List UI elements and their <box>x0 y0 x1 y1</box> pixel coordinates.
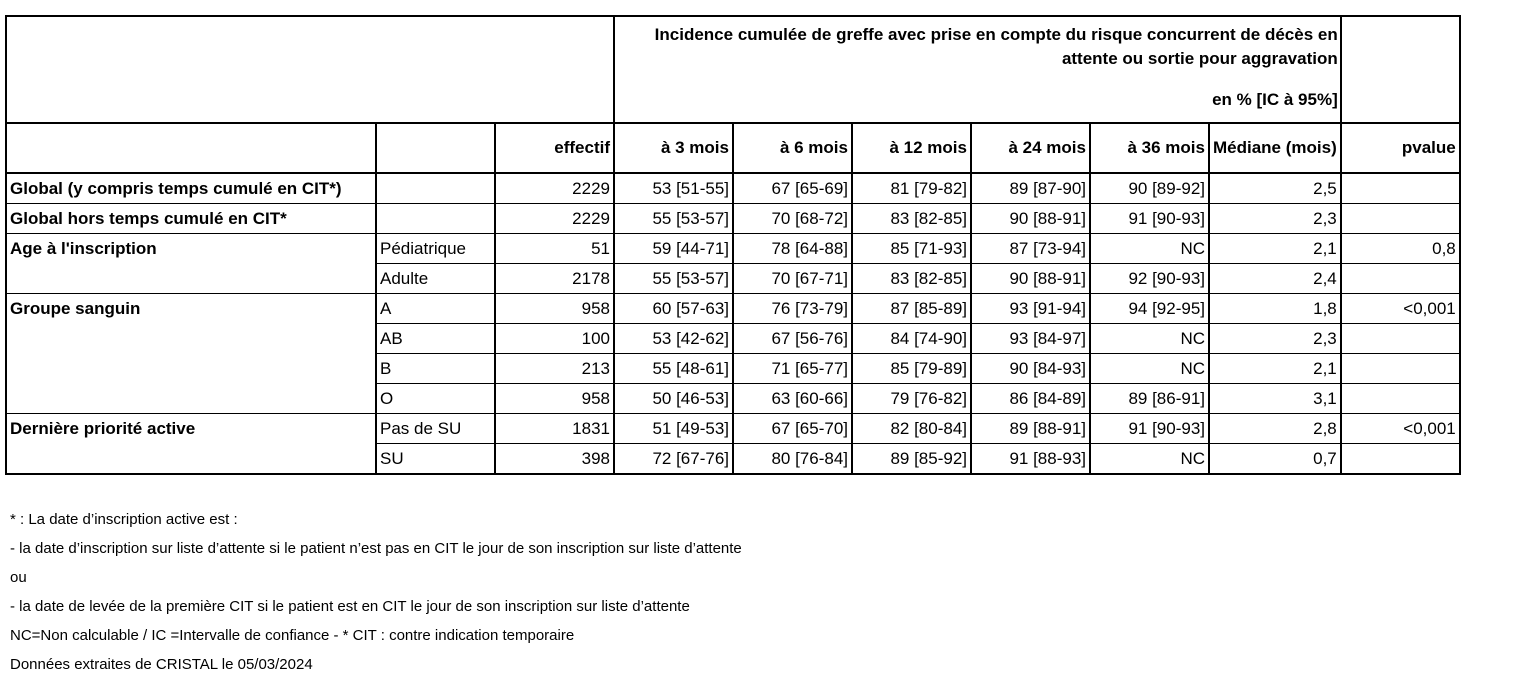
top-left-empty-cell <box>6 16 614 123</box>
footnotes <box>10 505 742 679</box>
cell-group <box>6 264 376 294</box>
header-cell-sub <box>376 123 495 173</box>
cell-subgroup: AB <box>376 324 495 354</box>
cell-12-mois: 85 [79-89] <box>852 354 971 384</box>
cell-12-mois: 82 [80-84] <box>852 414 971 444</box>
cell-6-mois: 70 [68-72] <box>733 204 852 234</box>
cell-3-mois: 51 [49-53] <box>614 414 733 444</box>
cell-mediane: 1,8 <box>1209 294 1341 324</box>
cell-effectif: 2229 <box>495 173 614 204</box>
cell-group <box>6 384 376 414</box>
header-3-mois: à 3 mois <box>614 123 733 173</box>
title-cell <box>614 16 1341 123</box>
cell-group: Global hors temps cumulé en CIT* <box>6 204 376 234</box>
cell-12-mois: 81 [79-82] <box>852 173 971 204</box>
cell-pvalue: 0,8 <box>1341 234 1460 264</box>
cell-effectif: 2229 <box>495 204 614 234</box>
footnote-line: - la date de levée de la première CIT si le patient est en CIT le jour de son inscription sur liste d’attente <box>10 598 690 615</box>
cell-36-mois: 91 [90-93] <box>1090 204 1209 234</box>
cell-36-mois: 92 [90-93] <box>1090 264 1209 294</box>
cell-36-mois: NC <box>1090 354 1209 384</box>
cell-6-mois: 80 [76-84] <box>733 444 852 475</box>
cell-pvalue <box>1341 354 1460 384</box>
table-title: Incidence cumulée de greffe avec prise en compte du risque concurrent de décès en attente ou sortie pour aggravation <box>654 25 1338 68</box>
cell-effectif: 958 <box>495 384 614 414</box>
cell-pvalue <box>1341 264 1460 294</box>
cell-mediane: 2,3 <box>1209 204 1341 234</box>
table-row <box>6 354 1460 384</box>
cell-subgroup <box>376 204 495 234</box>
cell-24-mois: 91 [88-93] <box>971 444 1090 475</box>
cell-36-mois: NC <box>1090 234 1209 264</box>
cell-pvalue <box>1341 204 1460 234</box>
cell-mediane: 2,3 <box>1209 324 1341 354</box>
cell-effectif: 100 <box>495 324 614 354</box>
cell-mediane: 2,1 <box>1209 234 1341 264</box>
cell-12-mois: 83 [82-85] <box>852 264 971 294</box>
cell-effectif: 2178 <box>495 264 614 294</box>
cell-effectif: 1831 <box>495 414 614 444</box>
cell-3-mois: 55 [53-57] <box>614 204 733 234</box>
table-row <box>6 414 1460 444</box>
header-6-mois: à 6 mois <box>733 123 852 173</box>
cell-3-mois: 60 [57-63] <box>614 294 733 324</box>
cell-pvalue: <0,001 <box>1341 414 1460 444</box>
cell-group: Dernière priorité active <box>6 414 376 444</box>
cell-24-mois: 86 [84-89] <box>971 384 1090 414</box>
table-row <box>6 173 1460 204</box>
header-pvalue: pvalue <box>1341 123 1460 173</box>
cell-12-mois: 83 [82-85] <box>852 204 971 234</box>
table-unit: en % [IC à 95%] <box>1212 90 1338 109</box>
incidence-table <box>5 15 1461 475</box>
cell-3-mois: 59 [44-71] <box>614 234 733 264</box>
cell-12-mois: 79 [76-82] <box>852 384 971 414</box>
cell-3-mois: 53 [51-55] <box>614 173 733 204</box>
cell-group <box>6 444 376 475</box>
table-row <box>6 264 1460 294</box>
table-row <box>6 294 1460 324</box>
cell-effectif: 213 <box>495 354 614 384</box>
cell-24-mois: 90 [84-93] <box>971 354 1090 384</box>
cell-group: Age à l'inscription <box>6 234 376 264</box>
cell-pvalue <box>1341 324 1460 354</box>
cell-24-mois: 87 [73-94] <box>971 234 1090 264</box>
cell-mediane: 2,8 <box>1209 414 1341 444</box>
cell-pvalue <box>1341 173 1460 204</box>
cell-mediane: 2,1 <box>1209 354 1341 384</box>
cell-24-mois: 90 [88-91] <box>971 264 1090 294</box>
cell-mediane: 2,5 <box>1209 173 1341 204</box>
cell-subgroup: SU <box>376 444 495 475</box>
cell-12-mois: 89 [85-92] <box>852 444 971 475</box>
cell-6-mois: 63 [60-66] <box>733 384 852 414</box>
cell-subgroup: Pédiatrique <box>376 234 495 264</box>
cell-subgroup <box>376 173 495 204</box>
cell-36-mois: 91 [90-93] <box>1090 414 1209 444</box>
cell-subgroup: O <box>376 384 495 414</box>
header-cell-group <box>6 123 376 173</box>
cell-subgroup: Adulte <box>376 264 495 294</box>
cell-pvalue: <0,001 <box>1341 294 1460 324</box>
table-row <box>6 444 1460 475</box>
header-36-mois: à 36 mois <box>1090 123 1209 173</box>
cell-mediane: 3,1 <box>1209 384 1341 414</box>
cell-24-mois: 89 [88-91] <box>971 414 1090 444</box>
cell-24-mois: 90 [88-91] <box>971 204 1090 234</box>
cell-3-mois: 53 [42-62] <box>614 324 733 354</box>
cell-pvalue <box>1341 444 1460 475</box>
cell-12-mois: 84 [74-90] <box>852 324 971 354</box>
cell-group: Groupe sanguin <box>6 294 376 324</box>
cell-24-mois: 89 [87-90] <box>971 173 1090 204</box>
cell-6-mois: 70 [67-71] <box>733 264 852 294</box>
table-row <box>6 384 1460 414</box>
cell-24-mois: 93 [91-94] <box>971 294 1090 324</box>
header-12-mois: à 12 mois <box>852 123 971 173</box>
table-row <box>6 234 1460 264</box>
cell-12-mois: 87 [85-89] <box>852 294 971 324</box>
header-mediane: Médiane (mois) <box>1209 123 1341 173</box>
cell-36-mois: 94 [92-95] <box>1090 294 1209 324</box>
cell-subgroup: A <box>376 294 495 324</box>
cell-group <box>6 354 376 384</box>
cell-36-mois: 89 [86-91] <box>1090 384 1209 414</box>
cell-24-mois: 93 [84-97] <box>971 324 1090 354</box>
top-right-empty-cell <box>1341 16 1460 123</box>
cell-3-mois: 72 [67-76] <box>614 444 733 475</box>
cell-36-mois: NC <box>1090 324 1209 354</box>
cell-6-mois: 67 [65-70] <box>733 414 852 444</box>
cell-pvalue <box>1341 384 1460 414</box>
cell-3-mois: 55 [53-57] <box>614 264 733 294</box>
footnote-line: * : La date d’inscription active est : <box>10 511 238 528</box>
cell-36-mois: 90 [89-92] <box>1090 173 1209 204</box>
header-24-mois: à 24 mois <box>971 123 1090 173</box>
header-effectif: effectif <box>495 123 614 173</box>
cell-subgroup: B <box>376 354 495 384</box>
table-row <box>6 324 1460 354</box>
cell-group <box>6 324 376 354</box>
cell-6-mois: 71 [65-77] <box>733 354 852 384</box>
cell-subgroup: Pas de SU <box>376 414 495 444</box>
cell-effectif: 398 <box>495 444 614 475</box>
cell-mediane: 2,4 <box>1209 264 1341 294</box>
cell-6-mois: 67 [65-69] <box>733 173 852 204</box>
title-row <box>6 16 1460 123</box>
footnote-line: NC=Non calculable / IC =Intervalle de confiance - * CIT : contre indication temporaire <box>10 627 575 644</box>
cell-3-mois: 50 [46-53] <box>614 384 733 414</box>
footnote-line: Données extraites de CRISTAL le 05/03/2024 <box>10 656 313 673</box>
cell-effectif: 958 <box>495 294 614 324</box>
cell-6-mois: 67 [56-76] <box>733 324 852 354</box>
header-row <box>6 123 1460 173</box>
table-body <box>6 173 1460 474</box>
cell-36-mois: NC <box>1090 444 1209 475</box>
footnote-line: - la date d’inscription sur liste d’attente si le patient n’est pas en CIT le jour de son inscription sur liste d’attente <box>10 540 742 557</box>
cell-group: Global (y compris temps cumulé en CIT*) <box>6 173 376 204</box>
cell-6-mois: 76 [73-79] <box>733 294 852 324</box>
cell-6-mois: 78 [64-88] <box>733 234 852 264</box>
cell-effectif: 51 <box>495 234 614 264</box>
cell-mediane: 0,7 <box>1209 444 1341 475</box>
cell-12-mois: 85 [71-93] <box>852 234 971 264</box>
cell-3-mois: 55 [48-61] <box>614 354 733 384</box>
table-row <box>6 204 1460 234</box>
footnote-line: ou <box>10 569 27 586</box>
